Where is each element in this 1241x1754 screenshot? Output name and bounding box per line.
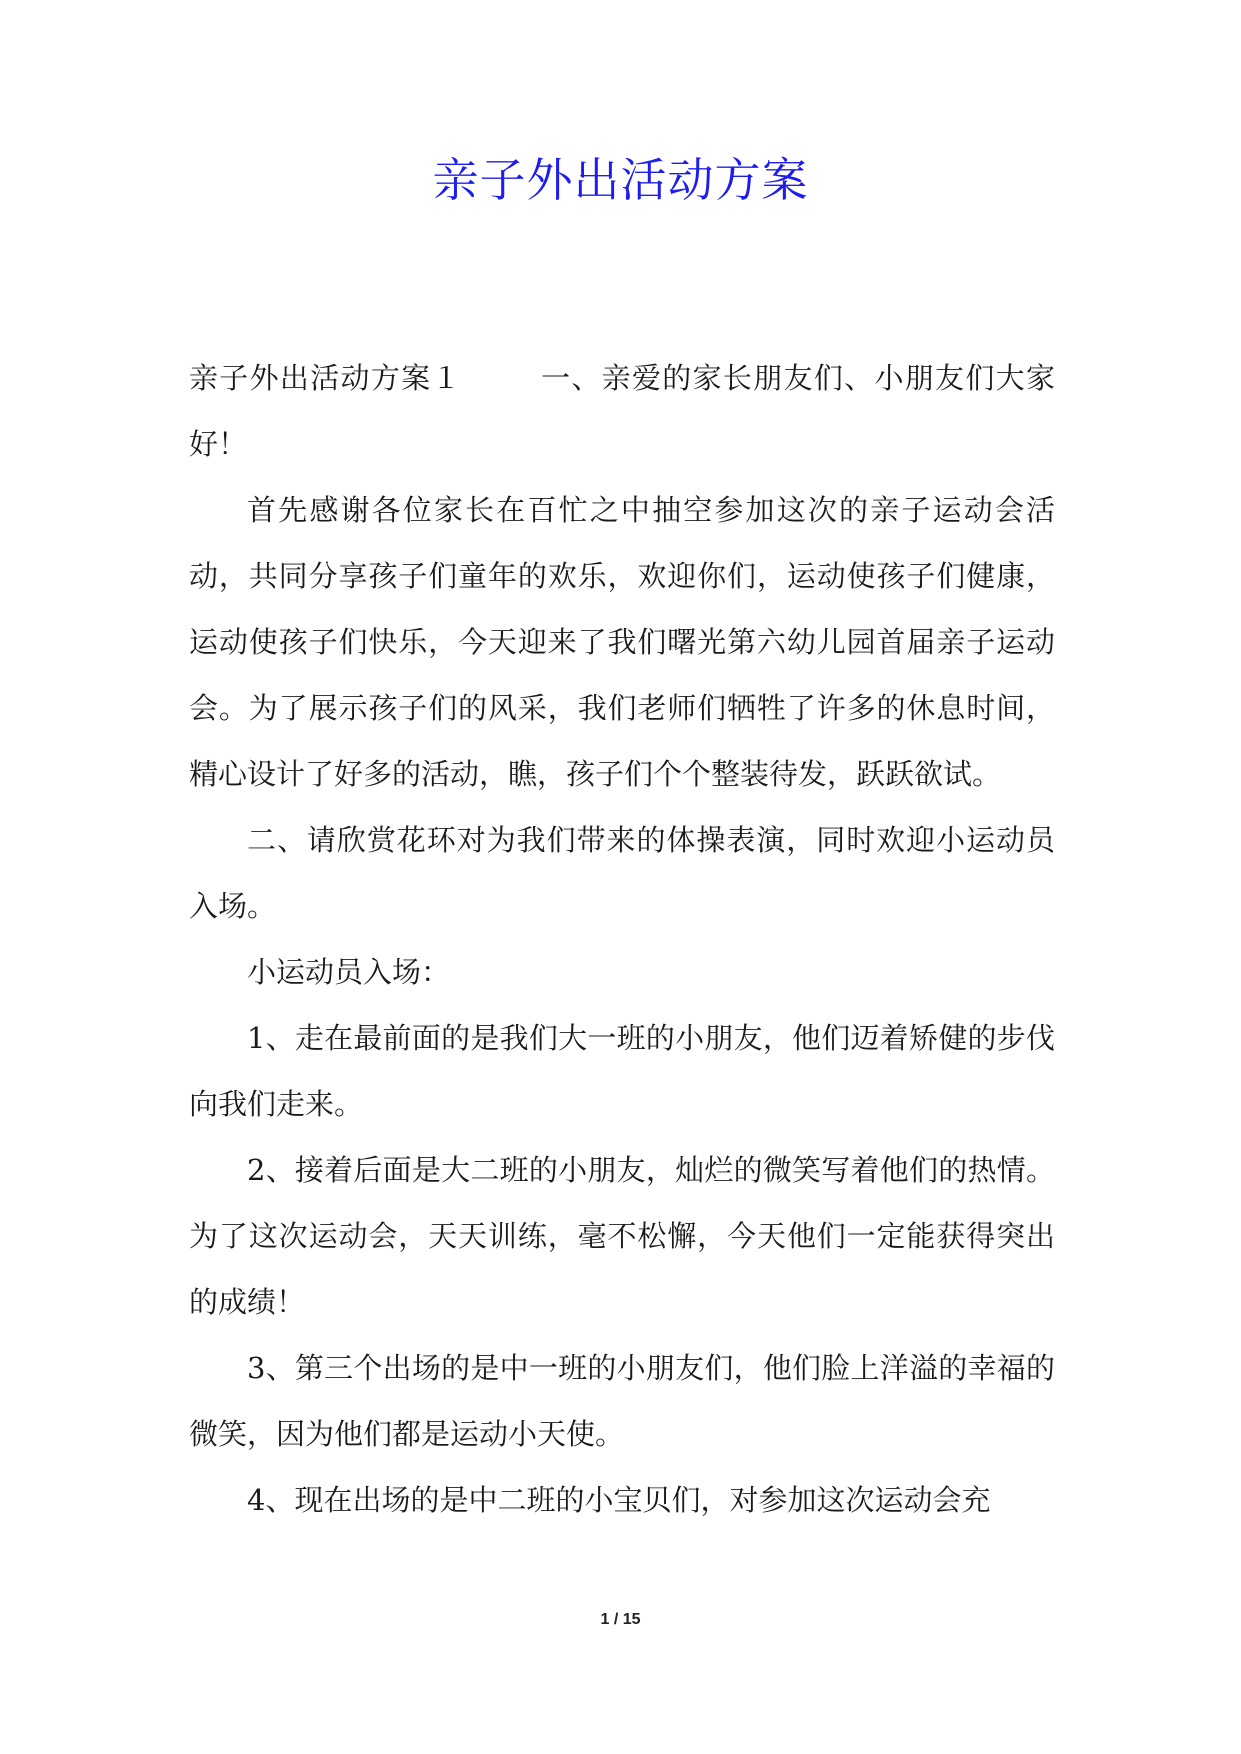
document-title: 亲子外出活动方案	[432, 153, 809, 207]
first-paragraph	[189, 345, 1055, 477]
document-body	[189, 345, 1055, 1533]
section-heading: 亲子外出活动方案１	[189, 361, 462, 395]
paragraph: 2、接着后面是大二班的小朋友，灿烂的微笑写着他们的热情。为了这次运动会，天天训练，毫不松懈，今天他们一定能获得突出的成绩！	[189, 1153, 1055, 1319]
paragraph: 3、第三个出场的是中一班的小朋友们，他们脸上洋溢的幸福的微笑，因为他们都是运动小天使。	[189, 1351, 1055, 1451]
paragraph: 二、请欣赏花环对为我们带来的体操表演，同时欢迎小运动员入场。	[189, 823, 1055, 923]
paragraph: 1、走在最前面的是我们大一班的小朋友，他们迈着矫健的步伐向我们走来。	[189, 1021, 1055, 1121]
page-number: 1 / 15	[600, 1611, 641, 1628]
paragraph: 4、现在出场的是中二班的小宝贝们，对参加这次运动会充	[247, 1483, 991, 1517]
greeting-text: 一、亲爱的家长朋友们、小朋友们大家好！	[189, 361, 1055, 461]
paragraph: 小运动员入场：	[247, 955, 451, 989]
paragraph: 首先感谢各位家长在百忙之中抽空参加这次的亲子运动会活动，共同分享孩子们童年的欢乐，欢迎你们，运动使孩子们健康，运动使孩子们快乐，今天迎来了我们曙光第六幼儿园首届亲子运动会。为了展示孩子们的风采，我们老师们牺牲了许多的休息时间，精心设计了好多的活动，瞧，孩子们个个整装待发，跃跃欲试。	[189, 493, 1055, 791]
